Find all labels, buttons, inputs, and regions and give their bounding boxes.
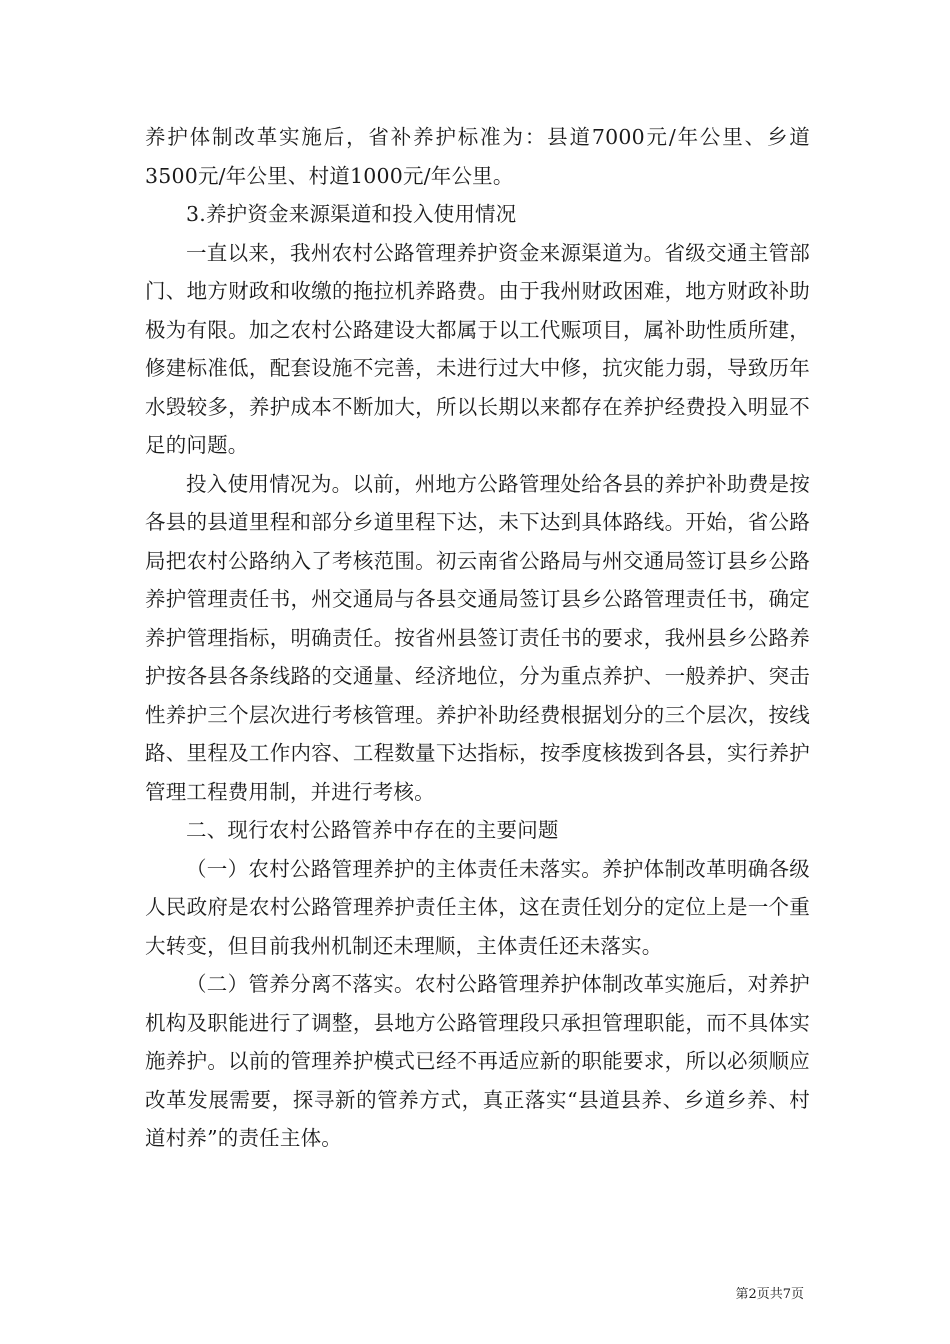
page-number: 第2页共7页 <box>735 1287 804 1302</box>
section-heading-funding: 3.养护资金来源渠道和投入使用情况 <box>186 202 517 226</box>
paragraph-problem-1: （一）农村公路管理养护的主体责任未落实。养护体制改革明确各级人民政府是农村公路管理养护责任主体，这在责任划分的定位上是一个重大转变，但目前我州机制还未理顺，主体责任还未落实。 <box>145 856 810 958</box>
paragraph-continuation: 养护体制改革实施后，省补养护标准为：县道7000元/年公里、乡道3500元/年公里、村道1000元/年公里。 <box>145 125 810 188</box>
section-heading-problems: 二、现行农村公路管养中存在的主要问题 <box>186 818 559 842</box>
document-body <box>145 118 810 1158</box>
paragraph-problem-2: （二）管养分离不落实。农村公路管理养护体制改革实施后，对养护机构及职能进行了调整，县地方公路管理段只承担管理职能，而不具体实施养护。以前的管理养护模式已经不再适应新的职能要求，所以必须顺应改革发展需要，探寻新的管养方式，真正落实“县道县养、乡道乡养、村道村养”的责任主体。 <box>145 972 810 1150</box>
paragraph-funding-sources: 一直以来，我州农村公路管理养护资金来源渠道为。省级交通主管部门、地方财政和收缴的拖拉机养路费。由于我州财政困难，地方财政补助极为有限。加之农村公路建设大都属于以工代赈项目，属补助性质所建，修建标准低，配套设施不完善，未进行过大中修，抗灾能力弱，导致历年水毁较多，养护成本不断加大，所以长期以来都存在养护经费投入明显不足的问题。 <box>145 240 810 457</box>
paragraph-usage: 投入使用情况为。以前，州地方公路管理处给各县的养护补助费是按各县的县道里程和部分乡道里程下达，未下达到具体路线。开始，省公路局把农村公路纳入了考核范围。初云南省公路局与州交通局签订县乡公路养护管理责任书，州交通局与各县交通局签订县乡公路管理责任书，确定养护管理指标，明确责任。按省州县签订责任书的要求，我州县乡公路养护按各县各条线路的交通量、经济地位，分为重点养护、一般养护、突击性养护三个层次进行考核管理。养护补助经费根据划分的三个层次，按线路、里程及工作内容、工程数量下达指标，按季度核拨到各县，实行养护管理工程费用制，并进行考核。 <box>145 471 810 804</box>
